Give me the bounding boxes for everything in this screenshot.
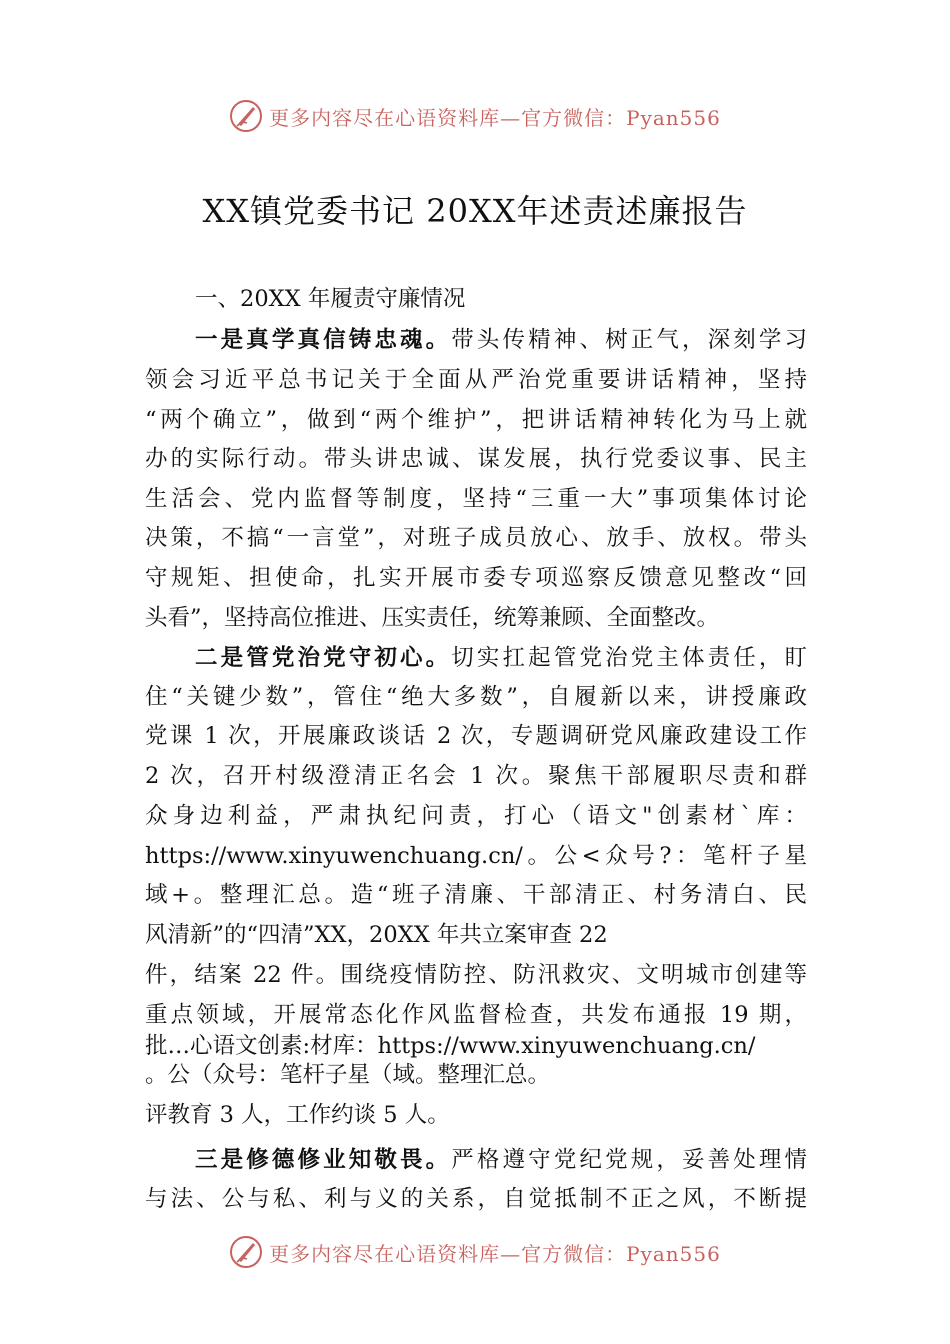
paragraph-1-line: 办的实际行动。带头讲忠诚、谋发展，执行党委议事、民主 xyxy=(145,446,807,472)
paragraph-2-line: 二是管党治党守初心。切实扛起管党治党主体责任，盯 xyxy=(195,645,807,671)
paragraph-2-line: 件，结案 22 件。围绕疫情防控、防汛救灾、文明城市创建等 xyxy=(145,962,807,988)
paragraph-3-line: 三是修德修业知敬畏。严格遵守党纪党规，妥善处理情 xyxy=(195,1147,807,1173)
paragraph-2-line: 住“关键少数”，管住“绝大多数”，自履新以来，讲授廉政 xyxy=(145,684,807,710)
paragraph-1-line: 守规矩、担使命，扎实开展市委专项巡察反馈意见整改“回 xyxy=(145,565,807,591)
section-heading: 一、20XX 年履责守廉情况 xyxy=(195,286,466,312)
paragraph-1-line: 决策，不搞“一言堂”，对班子成员放心、放手、放权。带头 xyxy=(145,525,807,551)
paragraph-1-line: 一是真学真信铸忠魂。带头传精神、树正气，深刻学习 xyxy=(195,327,807,353)
paragraph-1-line: “两个确立”，做到“两个维护”，把讲话精神转化为马上就 xyxy=(145,407,807,433)
paragraph-2-line: 2 次，召开村级澄清正名会 1 次。聚焦干部履职尽责和群 xyxy=(145,763,807,789)
paragraph-2-line: 众身边利益，严肃执纪问责，打心（语文"创素材`库： xyxy=(145,803,807,829)
paragraph-2-line: 风清新”的“四清”XX，20XX 年共立案审查 22 xyxy=(145,922,608,948)
paragraph-3-lead: 三是修德修业知敬畏。 xyxy=(195,1147,452,1173)
paragraph-2-line: 。公（众号：笔杆子星（域。整理汇总。 xyxy=(145,1062,551,1088)
paragraph-1-line: 生活会、党内监督等制度，坚持“三重一大”事项集体讨论 xyxy=(145,486,807,512)
header-banner xyxy=(0,96,950,136)
paragraph-2-lead: 二是管党治党守初心。 xyxy=(195,645,452,671)
paragraph-1-lead: 一是真学真信铸忠魂。 xyxy=(195,327,452,353)
paragraph-2-line: 重点领域，开展常态化作风监督检查，共发布通报 19 期， xyxy=(145,1002,807,1028)
paragraph-2-line: 评教育 3 人，工作约谈 5 人。 xyxy=(145,1102,450,1128)
paragraph-1-line: 头看”，坚持高位推进、压实责任，统筹兼顾、全面整改。 xyxy=(145,605,720,631)
document-title: XX镇党委书记 20XX年述责述廉报告 xyxy=(202,192,748,230)
paragraph-3-line: 与法、公与私、利与义的关系，自觉抵制不正之风，不断提 xyxy=(145,1186,807,1212)
paragraph-2-line: 批…心语文创素:材库：https://www.xinyuwenchuang.cn/ xyxy=(145,1033,756,1059)
paragraph-2-line: 域+。整理汇总。造“班子清廉、干部清正、村务清白、民 xyxy=(145,882,807,908)
quill-pen-logo-icon xyxy=(229,99,263,133)
footer-banner xyxy=(0,1232,950,1272)
banner-text: 更多内容尽在心语资料库—官方微信：Pyan556 xyxy=(269,105,721,130)
paragraph-1-line: 领会习近平总书记关于全面从严治党重要讲话精神，坚持 xyxy=(145,367,807,393)
quill-pen-logo-icon xyxy=(229,1235,263,1269)
banner-text: 更多内容尽在心语资料库—官方微信：Pyan556 xyxy=(269,1241,721,1266)
paragraph-2-line: 党课 1 次，开展廉政谈话 2 次，专题调研党风廉政建设工作 xyxy=(145,723,807,749)
paragraph-2-line: https://www.xinyuwenchuang.cn/。公<众号?：笔杆子星 xyxy=(145,843,807,869)
